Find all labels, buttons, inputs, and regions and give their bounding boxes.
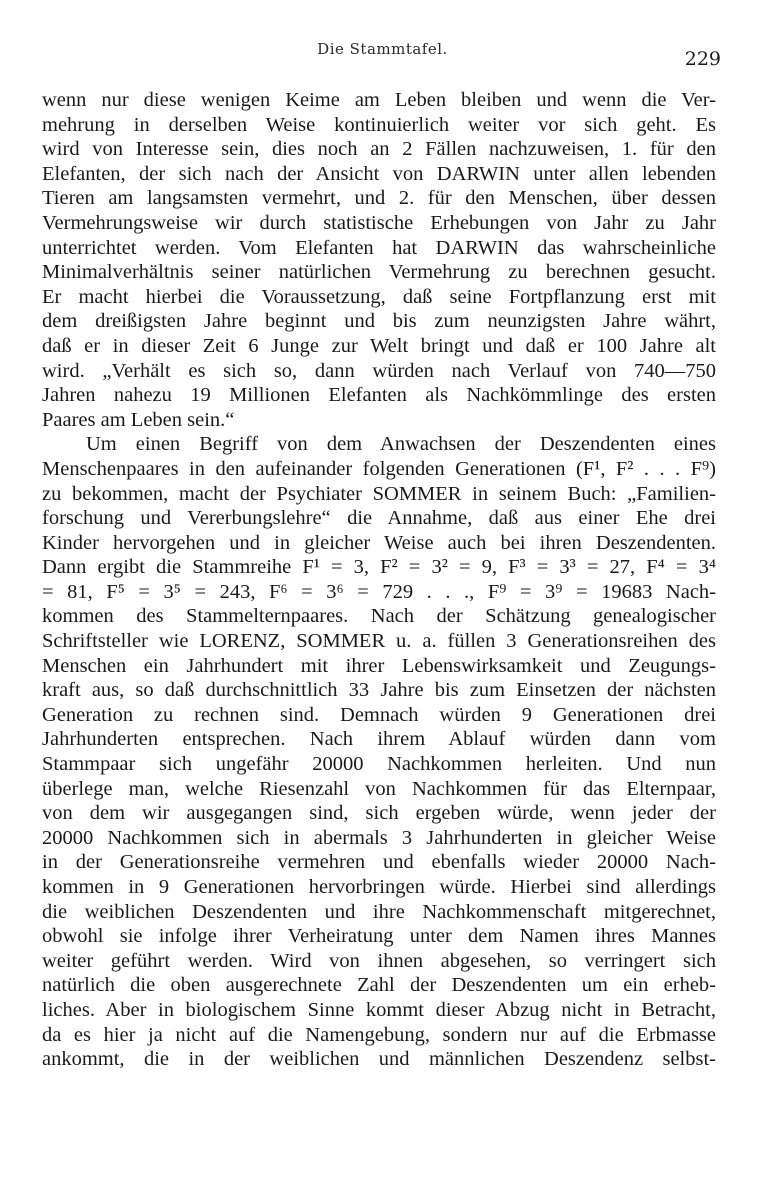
paragraph-2	[42, 432, 716, 1071]
body-text	[42, 88, 716, 1072]
text-line: unterrichtet werden. Vom Elefanten hat DARWIN das wahrscheinliche	[42, 236, 716, 259]
text-line: mehrung in derselben Weise kontinuierlich weiter vor sich geht. Es	[42, 113, 716, 136]
text-line: dem dreißigsten Jahre beginnt und bis zum neunzigsten Jahre währt,	[42, 310, 716, 333]
text-line: wird. „Verhält es sich so, dann würden nach Verlauf von 740—750	[42, 359, 716, 382]
text-line: obwohl sie infolge ihrer Verheiratung unter dem Namen ihres Mannes	[42, 925, 716, 948]
text-line: in der Generationsreihe vermehren und ebenfalls wieder 20000 Nach-	[42, 851, 716, 874]
text-line: Er macht hierbei die Voraussetzung, daß seine Fortpflanzung erst mit	[42, 285, 716, 308]
text-line: Tieren am langsamsten vermehrt, und 2. für den Menschen, über dessen	[42, 187, 716, 210]
text-line: = 81, F⁵ = 3⁵ = 243, F⁶ = 3⁶ = 729 . . ., F⁹ = 3⁹ = 19683 Nach-	[42, 580, 716, 603]
running-head-title: Die Stammtafel.	[317, 40, 448, 58]
page-number: 229	[684, 48, 721, 70]
text-line: Kinder hervorgehen und in gleicher Weise auch bei ihren Deszendenten.	[42, 531, 716, 554]
text-line: daß er in dieser Zeit 6 Junge zur Welt bringt und daß er 100 Jahre alt	[42, 334, 716, 357]
text-line: Stammpaar sich ungefähr 20000 Nachkommen herleiten. Und nun	[42, 753, 716, 776]
text-line: ankommt, die in der weiblichen und männlichen Deszendenz selbst-	[42, 1048, 716, 1071]
text-line: Jahren nahezu 19 Millionen Elefanten als Nachkömmlinge des ersten	[42, 384, 716, 407]
text-line: wenn nur diese wenigen Keime am Leben bleiben und wenn die Ver-	[42, 89, 716, 111]
text-line: kommen in 9 Generationen hervorbringen würde. Hierbei sind allerdings	[42, 876, 716, 898]
text-line: von dem wir ausgegangen sind, sich ergeben würde, wenn jeder der	[42, 802, 716, 825]
text-line: kraft aus, so daß durchschnittlich 33 Jahre bis zum Einsetzen der nächsten	[42, 679, 716, 702]
text-line: Minimalverhältnis seiner natürlichen Vermehrung zu berechnen gesucht.	[42, 261, 716, 284]
text-line: Vermehrungsweise wir durch statistische Erhebungen von Jahr zu Jahr	[42, 211, 716, 234]
text-line: weiter geführt werden. Wird von ihnen abgesehen, so verringert sich	[42, 949, 716, 972]
text-line: Menschenpaares in den aufeinander folgenden Generationen (F¹, F² . . . F⁹)	[42, 457, 716, 480]
text-line: Elefanten, der sich nach der Ansicht von DARWIN unter allen lebenden	[42, 162, 716, 185]
text-line: 20000 Nachkommen sich in abermals 3 Jahrhunderten in gleicher Weise	[42, 826, 716, 849]
text-line: forschung und Vererbungslehre“ die Annahme, daß aus einer Ehe drei	[42, 507, 716, 530]
text-line: natürlich die oben ausgerechnete Zahl der Deszendenten um ein erheb-	[42, 974, 716, 997]
text-line: Schriftsteller wie LORENZ, SOMMER u. a. füllen 3 Generationsreihen des	[42, 630, 716, 653]
text-line: da es hier ja nicht auf die Namengebung, sondern nur auf die Erbmasse	[42, 1023, 716, 1046]
text-line: die weiblichen Deszendenten und ihre Nachkommenschaft mitgerechnet,	[42, 900, 716, 923]
text-line: kommen des Stammelternpaares. Nach der Schätzung genealogischer	[42, 605, 716, 628]
text-line: liches. Aber in biologischem Sinne kommt dieser Abzug nicht in Betracht,	[42, 998, 716, 1021]
text-line: Um einen Begriff von dem Anwachsen der Deszendenten eines	[86, 433, 716, 456]
text-line: Generation zu rechnen sind. Demnach würden 9 Generationen drei	[42, 703, 716, 726]
text-line: Paares am Leben sein.“	[42, 408, 235, 431]
text-line: Jahrhunderten entsprechen. Nach ihrem Ablauf würden dann vom	[42, 728, 716, 751]
text-line: Dann ergibt die Stammreihe F¹ = 3, F² = 3² = 9, F³ = 3³ = 27, F⁴ = 3⁴	[42, 556, 716, 579]
text-line: wird von Interesse sein, dies noch an 2 Fällen nachzuweisen, 1. für den	[42, 138, 716, 161]
text-line: Menschen ein Jahrhundert mit ihrer Lebenswirksamkeit und Zeugungs-	[42, 654, 716, 677]
text-line: zu bekommen, macht der Psychiater SOMMER in seinem Buch: „Familien-	[42, 482, 716, 505]
text-line: überlege man, welche Riesenzahl von Nachkommen für das Elternpaar,	[42, 777, 716, 800]
paragraph-1	[42, 88, 716, 432]
